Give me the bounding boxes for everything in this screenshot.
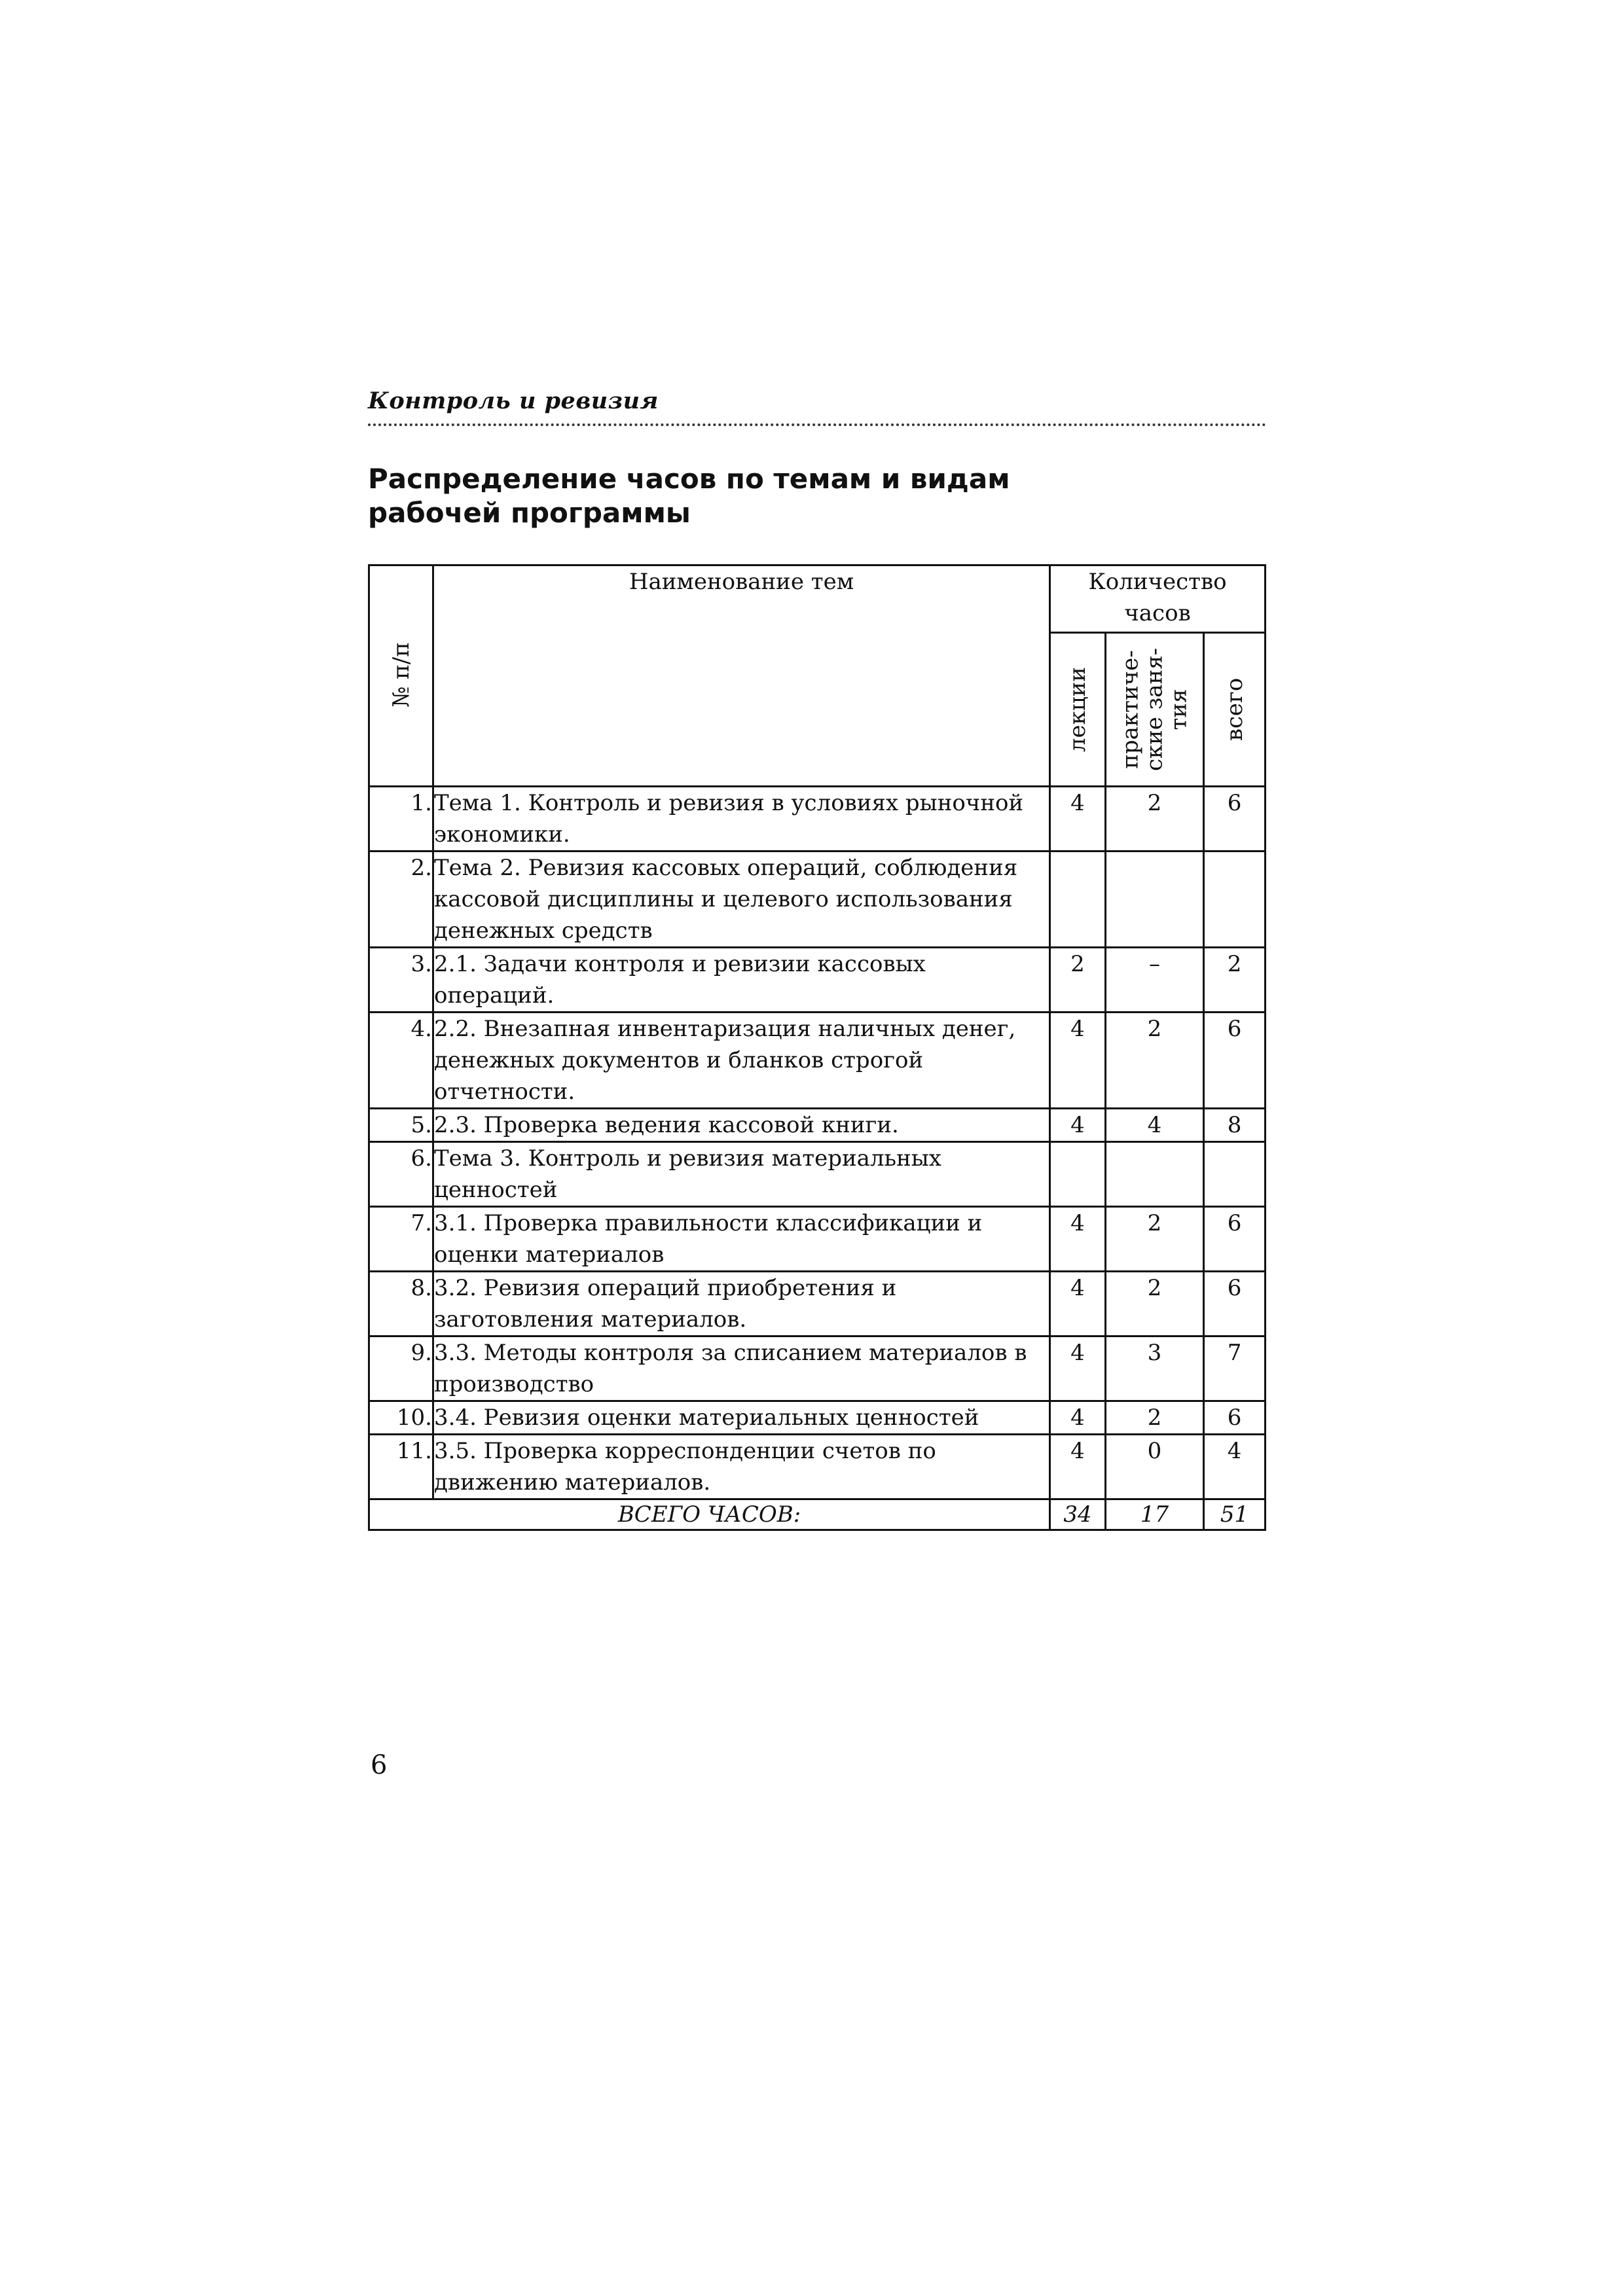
row-number: 7. xyxy=(369,1207,433,1272)
running-head: Контроль и ревизия xyxy=(368,387,659,414)
row-practical: 3 xyxy=(1106,1336,1204,1401)
row-number: 8. xyxy=(369,1272,433,1336)
header-divider xyxy=(368,423,1266,426)
row-lectures: 4 xyxy=(1050,1272,1106,1336)
header-practical-line-2: ские заня- xyxy=(1141,647,1167,772)
row-total xyxy=(1204,1142,1266,1207)
total-label: ВСЕГО ЧАСОВ: xyxy=(369,1499,1050,1530)
row-number: 9. xyxy=(369,1336,433,1401)
row-lectures: 4 xyxy=(1050,1435,1106,1499)
row-number: 6. xyxy=(369,1142,433,1207)
header-practical-line-1: практиче- xyxy=(1117,650,1143,769)
row-total: 7 xyxy=(1204,1336,1266,1401)
table-row xyxy=(369,1401,1266,1435)
table-row xyxy=(369,1272,1266,1336)
row-total: 2 xyxy=(1204,948,1266,1013)
row-topic: Тема 3. Контроль и ревизия материальных ценностей xyxy=(433,1142,1050,1207)
header-quantity-line-1: Количество xyxy=(1088,569,1227,595)
table-row xyxy=(369,1013,1266,1109)
total-lectures: 34 xyxy=(1050,1499,1106,1530)
row-total: 6 xyxy=(1204,1207,1266,1272)
header-quantity-line-2: часов xyxy=(1124,600,1191,626)
row-topic: 3.4. Ревизия оценки материальных ценностей xyxy=(433,1401,1050,1435)
section-title xyxy=(368,462,1219,530)
row-topic: Тема 1. Контроль и ревизия в условиях рыночной экономики. xyxy=(433,787,1050,852)
row-topic: 3.1. Проверка правильности классификации и оценки материалов xyxy=(433,1207,1050,1272)
table-row xyxy=(369,1336,1266,1401)
page-number: 6 xyxy=(371,1750,388,1780)
row-practical xyxy=(1106,852,1204,948)
row-lectures xyxy=(1050,1142,1106,1207)
row-number: 1. xyxy=(369,787,433,852)
header-quantity xyxy=(1050,565,1266,633)
total-row xyxy=(369,1499,1266,1530)
header-number xyxy=(369,565,433,787)
row-lectures: 4 xyxy=(1050,1109,1106,1142)
table-row xyxy=(369,852,1266,948)
section-title-line-1: Распределение часов по темам и видам xyxy=(368,463,1010,495)
table-row xyxy=(369,948,1266,1013)
row-number: 11. xyxy=(369,1435,433,1499)
row-practical: – xyxy=(1106,948,1204,1013)
header-lectures-label: лекции xyxy=(1065,666,1091,753)
total-all: 51 xyxy=(1204,1499,1266,1530)
header-lectures xyxy=(1050,633,1106,787)
row-practical xyxy=(1106,1142,1204,1207)
row-topic: 2.3. Проверка ведения кассовой книги. xyxy=(433,1109,1050,1142)
row-topic: 2.1. Задачи контроля и ревизии кассовых операций. xyxy=(433,948,1050,1013)
row-practical: 4 xyxy=(1106,1109,1204,1142)
table-row xyxy=(369,1435,1266,1499)
section-title-line-2: рабочей программы xyxy=(368,497,691,529)
row-number: 10. xyxy=(369,1401,433,1435)
row-number: 4. xyxy=(369,1013,433,1109)
row-total: 6 xyxy=(1204,1272,1266,1336)
row-lectures: 4 xyxy=(1050,1401,1106,1435)
header-number-label: № п/п xyxy=(388,642,414,708)
row-topic: 3.5. Проверка корреспонденции счетов по движению материалов. xyxy=(433,1435,1050,1499)
row-lectures: 2 xyxy=(1050,948,1106,1013)
row-practical: 2 xyxy=(1106,1401,1204,1435)
row-lectures xyxy=(1050,852,1106,948)
row-practical: 2 xyxy=(1106,1272,1204,1336)
row-topic: 3.3. Методы контроля за списанием материалов в производство xyxy=(433,1336,1050,1401)
row-number: 2. xyxy=(369,852,433,948)
row-total: 6 xyxy=(1204,1013,1266,1109)
row-topic: 3.2. Ревизия операций приобретения и заготовления материалов. xyxy=(433,1272,1050,1336)
row-topic: Тема 2. Ревизия кассовых операций, соблюдения кассовой дисциплины и целевого использования денежных средств xyxy=(433,852,1050,948)
row-total: 6 xyxy=(1204,787,1266,852)
row-lectures: 4 xyxy=(1050,1013,1106,1109)
row-lectures: 4 xyxy=(1050,787,1106,852)
table-row xyxy=(369,787,1266,852)
table-row xyxy=(369,1142,1266,1207)
header-total xyxy=(1204,633,1266,787)
row-number: 3. xyxy=(369,948,433,1013)
row-total: 6 xyxy=(1204,1401,1266,1435)
row-total: 8 xyxy=(1204,1109,1266,1142)
header-total-label: всего xyxy=(1221,677,1248,742)
row-total xyxy=(1204,852,1266,948)
table-row xyxy=(369,1207,1266,1272)
row-total: 4 xyxy=(1204,1435,1266,1499)
header-practical xyxy=(1106,633,1204,787)
table-row xyxy=(369,1109,1266,1142)
header-practical-line-3: тия xyxy=(1165,689,1192,730)
row-lectures: 4 xyxy=(1050,1336,1106,1401)
row-practical: 0 xyxy=(1106,1435,1204,1499)
header-practical-label xyxy=(1118,634,1191,785)
row-practical: 2 xyxy=(1106,1207,1204,1272)
header-topic: Наименование тем xyxy=(433,565,1050,787)
total-practical: 17 xyxy=(1106,1499,1204,1530)
row-topic: 2.2. Внезапная инвентаризация наличных денег, денежных документов и бланков строгой отчетности. xyxy=(433,1013,1050,1109)
row-lectures: 4 xyxy=(1050,1207,1106,1272)
row-practical: 2 xyxy=(1106,1013,1204,1109)
row-number: 5. xyxy=(369,1109,433,1142)
row-practical: 2 xyxy=(1106,787,1204,852)
hours-distribution-table xyxy=(368,564,1266,1531)
